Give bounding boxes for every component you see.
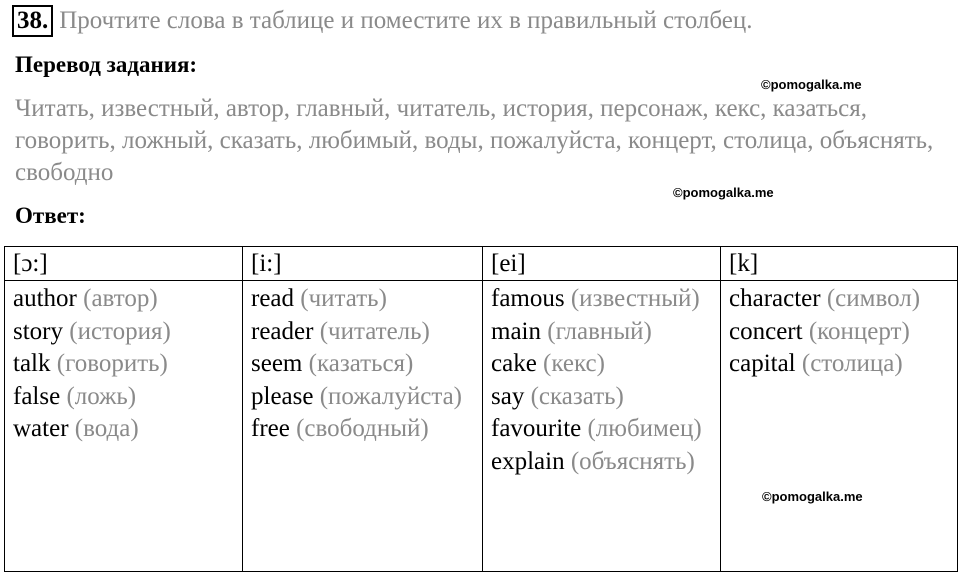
word-entry: [491, 381, 712, 414]
column-cell: [721, 281, 958, 572]
word-entry: [729, 316, 949, 349]
word-entry: [729, 283, 949, 316]
english-word: please: [251, 382, 314, 410]
word-entry: [251, 381, 474, 414]
russian-translation: (автор): [83, 285, 158, 312]
russian-translation: (читатель): [319, 317, 430, 345]
word-entry: [13, 283, 234, 316]
word-entry: [491, 316, 712, 349]
column-cell: [5, 281, 243, 572]
russian-translation: (казаться): [308, 350, 414, 377]
task-instruction: Прочтите слова в таблице и поместите их в правильный столбец.: [59, 7, 753, 34]
watermark: ©pomogalka.me: [761, 77, 862, 92]
task-line: [12, 4, 752, 38]
watermark: ©pomogalka.me: [673, 185, 774, 200]
english-word: reader: [251, 317, 314, 345]
column-header: [ei]: [483, 247, 721, 281]
word-entry: [491, 446, 712, 479]
english-word: famous: [491, 285, 565, 312]
answer-heading: Ответ:: [15, 203, 86, 228]
russian-translation: (любимец): [587, 415, 702, 442]
column-header: [ɔ:]: [5, 247, 243, 281]
column-cell: [483, 281, 721, 572]
word-entry: [251, 348, 474, 381]
word-entry: [13, 413, 234, 446]
table-header-row: [5, 247, 958, 281]
column-header: [k]: [721, 247, 958, 281]
russian-translation: (столица): [801, 350, 903, 377]
russian-translation: (пожалуйста): [319, 382, 462, 410]
russian-translation: (вода): [74, 415, 139, 442]
english-word: water: [13, 415, 69, 442]
english-word: story: [13, 317, 63, 345]
english-word: capital: [729, 350, 796, 377]
russian-translation: (символ): [826, 285, 921, 312]
word-entry: [13, 381, 234, 414]
english-word: false: [13, 382, 61, 410]
watermark: ©pomogalka.me: [762, 489, 863, 504]
column-header: [i:]: [243, 247, 483, 281]
english-word: explain: [491, 447, 565, 475]
english-word: author: [13, 285, 77, 312]
english-word: free: [251, 415, 290, 442]
translation-heading: Перевод задания:: [15, 52, 198, 77]
english-word: favourite: [491, 415, 582, 442]
word-entry: [251, 413, 474, 446]
word-entry: [491, 283, 712, 316]
word-entry: [491, 348, 712, 381]
russian-translation: (ложь): [66, 382, 137, 410]
english-word: seem: [251, 350, 303, 377]
english-word: cake: [491, 350, 537, 377]
russian-translation: (концерт): [808, 317, 910, 345]
russian-translation: (объяснять): [570, 447, 695, 475]
word-entry: [729, 348, 949, 381]
table-row: [5, 281, 958, 572]
english-word: concert: [729, 317, 803, 345]
english-word: main: [491, 317, 541, 345]
column-cell: [243, 281, 483, 572]
english-word: read: [251, 285, 295, 312]
answer-table: [4, 246, 958, 572]
word-entry: [251, 283, 474, 316]
english-word: character: [729, 285, 821, 312]
russian-translation: (главный): [547, 317, 652, 345]
russian-translation: (свободный): [296, 415, 429, 442]
word-entry: [491, 413, 712, 446]
russian-translation: (история): [69, 317, 171, 345]
russian-translation: (читать): [300, 285, 387, 312]
translation-text: Читать, известный, автор, главный, читатель, история, персонаж, кекс, казаться, говорить, ложный, сказать, любимый, воды, пожалуйста, концерт, столица, объяснять, свободно: [15, 95, 934, 186]
english-word: say: [491, 382, 525, 410]
task-number: 38.: [12, 5, 53, 37]
russian-translation: (сказать): [530, 382, 624, 410]
word-entry: [251, 316, 474, 349]
russian-translation: (говорить): [56, 350, 168, 377]
russian-translation: (кекс): [543, 350, 605, 377]
word-entry: [13, 348, 234, 381]
russian-translation: (известный): [570, 285, 700, 312]
word-entry: [13, 316, 234, 349]
english-word: talk: [13, 350, 51, 377]
